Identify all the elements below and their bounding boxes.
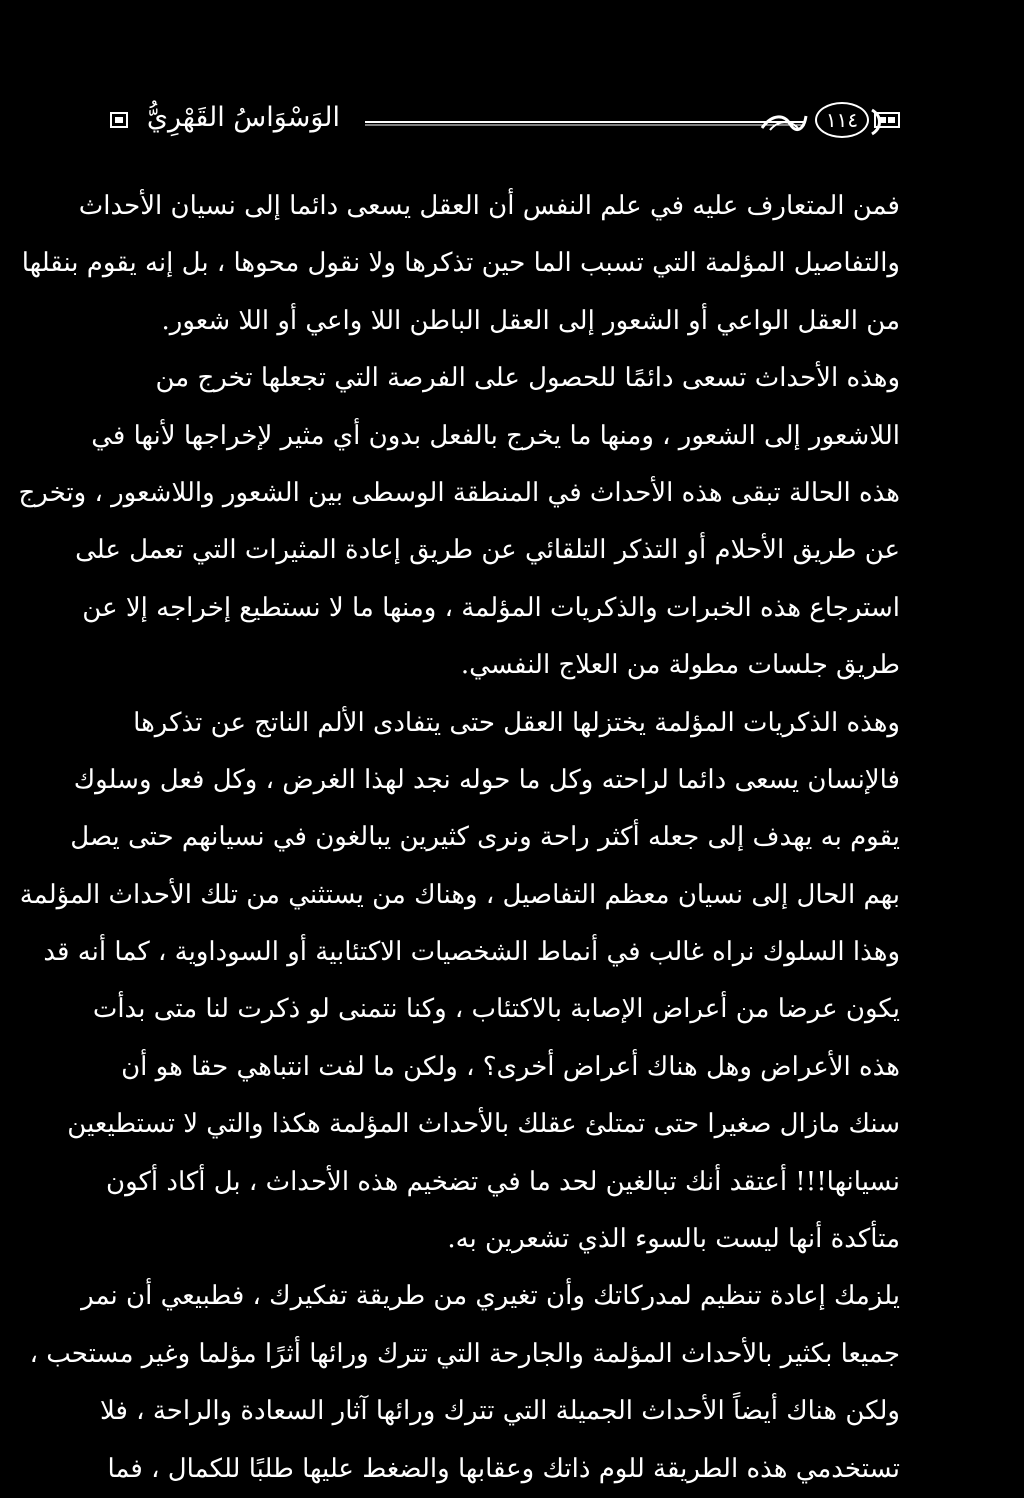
text-line: من العقل الواعي أو الشعور إلى العقل الباطن اللا واعي أو اللا شعور. — [161, 305, 900, 336]
header-rule — [365, 120, 805, 126]
text-line: بهم الحال إلى نسيان معظم التفاصيل ، وهناك من يستثني من تلك الأحداث المؤلمة — [19, 879, 900, 910]
flourish-icon — [760, 110, 808, 134]
page-header — [110, 100, 900, 146]
text-line: اللاشعور إلى الشعور ، ومنها ما يخرج بالفعل بدون أي مثير لإخراجها لأنها في — [91, 420, 900, 451]
text-line: يكون عرضا من أعراض الإصابة بالاكتئاب ، وكنا نتمنى لو ذكرت لنا متى بدأت — [92, 994, 900, 1025]
text-line: سنك مازال صغيرا حتى تمتلئ عقلك بالأحداث المؤلمة هكذا والتي لا تستطيعين — [67, 1109, 900, 1140]
text-line: والتفاصيل المؤلمة التي تسبب الما حين تذكرها ولا نقول محوها ، بل إنه يقوم بنقلها — [21, 248, 900, 279]
text-line: ولكن هناك أيضاً الأحداث الجميلة التي تترك ورائها آثار السعادة والراحة ، فلا — [99, 1396, 900, 1427]
running-title: الوَسْوَاسُ القَهْرِيُّ — [146, 102, 340, 133]
text-line: فالإنسان يسعى دائما لراحته وكل ما حوله نجد لهذا الغرض ، وكل فعل وسلوك — [73, 764, 900, 795]
text-line: نسيانها!!! أعتقد أنك تبالغين لحد ما في تضخيم هذه الأحداث ، بل أكاد أكون — [105, 1166, 900, 1197]
ornament-icon — [110, 112, 128, 128]
paragraph — [21, 178, 900, 350]
paragraph — [19, 695, 900, 1269]
text-line: يلزمك إعادة تنظيم لمدركاتك وأن تغيري من طريقة تفكيرك ، فطبيعي أن نمر — [81, 1281, 900, 1312]
ornament-icon — [874, 112, 900, 128]
text-line: تستخدمي هذه الطريقة للوم ذاتك وعقابها والضغط عليها طلبًا للكمال ، فما — [107, 1453, 900, 1484]
text-line: هذه الأعراض وهل هناك أعراض أخرى؟ ، ولكن ما لفت انتباهي حقا هو أن — [121, 1051, 900, 1082]
text-line: وهذه الذكريات المؤلمة يختزلها العقل حتى يتفادى الألم الناتج عن تذكرها — [133, 707, 900, 738]
text-line: عن طريق الأحلام أو التذكر التلقائي عن طريق إعادة المثيرات التي تعمل على — [75, 535, 900, 566]
text-line: وهذه الأحداث تسعى دائمًا للحصول على الفرصة التي تجعلها تخرج من — [155, 363, 900, 394]
paragraph — [18, 350, 900, 694]
text-line: استرجاع هذه الخبرات والذكريات المؤلمة ، ومنها ما لا نستطيع إخراجه إلا عن — [82, 592, 900, 623]
text-line: فمن المتعارف عليه في علم النفس أن العقل يسعى دائما إلى نسيان الأحداث — [78, 191, 900, 221]
text-line: متأكدة أنها ليست بالسوء الذي تشعرين به. — [447, 1224, 900, 1255]
paragraph — [29, 1268, 900, 1498]
page-number: ١١٤ — [815, 102, 869, 138]
text-line: هذه الحالة تبقى هذه الأحداث في المنطقة الوسطى بين الشعور واللاشعور ، وتخرج — [18, 477, 900, 508]
page-body — [18, 178, 900, 1498]
text-line: يقوم به يهدف إلى جعله أكثر راحة ونرى كثيرين يبالغون في نسيانهم حتى يصل — [70, 822, 900, 853]
text-line: وهذا السلوك نراه غالب في أنماط الشخصيات الاكتئابية أو السوداوية ، كما أنه قد — [43, 937, 900, 968]
text-line: طريق جلسات مطولة من العلاج النفسي. — [460, 650, 900, 681]
text-line: جميعا بكثير بالأحداث المؤلمة والجارحة التي تترك ورائها أثرًا مؤلما وغير مستحب ، — [29, 1338, 900, 1369]
